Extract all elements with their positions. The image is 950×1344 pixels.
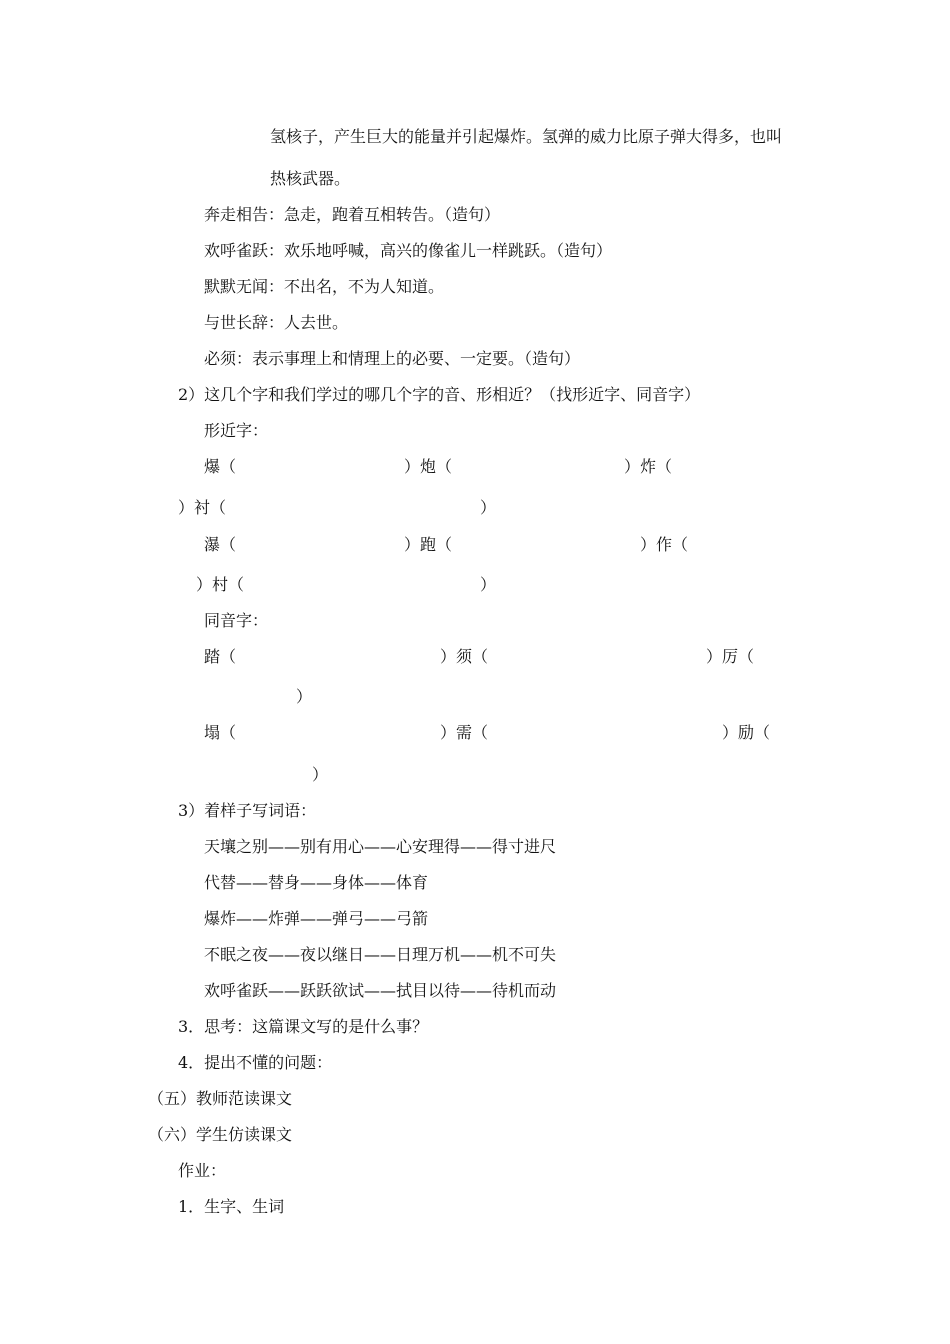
vocab-line: 奔走相告：急走，跑着互相转告。（造句） xyxy=(204,205,501,224)
question-heading: 3）着样子写词语： xyxy=(178,801,317,820)
fill-blank: ） xyxy=(296,687,313,706)
fill-blank: ） xyxy=(312,765,329,784)
fill-blank: ）励（ xyxy=(722,723,771,742)
word-chain: 天壤之别——别有用心——心安理得——得寸进尺 xyxy=(204,837,557,856)
section-label: 形近字： xyxy=(204,421,269,440)
text-line: 氢核子，产生巨大的能量并引起爆炸。氢弹的威力比原子弹大得多，也叫 xyxy=(270,127,783,146)
fill-blank: ）衬（ xyxy=(178,498,227,517)
fill-blank: 塌（ xyxy=(204,723,237,742)
vocab-line: 欢呼雀跃：欢乐地呼喊，高兴的像雀儿一样跳跃。（造句） xyxy=(204,241,613,260)
vocab-line: 默默无闻：不出名，不为人知道。 xyxy=(204,277,445,296)
fill-blank: ）需（ xyxy=(440,723,489,742)
question-heading: 2）这几个字和我们学过的哪几个字的音、形相近？（找形近字、同音字） xyxy=(178,385,701,404)
step-item: 4．提出不懂的问题： xyxy=(178,1053,333,1072)
vocab-line: 与世长辞：人去世。 xyxy=(204,313,349,332)
fill-blank: ）炸（ xyxy=(624,457,673,476)
fill-blank: 踏（ xyxy=(204,647,237,666)
word-chain: 欢呼雀跃——跃跃欲试——拭目以待——待机而动 xyxy=(204,981,557,1000)
fill-blank: 爆（ xyxy=(204,457,237,476)
homework-label: 作业： xyxy=(178,1161,227,1180)
fill-blank: ） xyxy=(480,575,497,594)
step-item: 3．思考：这篇课文写的是什么事？ xyxy=(178,1017,429,1036)
fill-blank: ）炮（ xyxy=(404,457,453,476)
section-heading: （六）学生仿读课文 xyxy=(148,1125,293,1144)
fill-blank: 瀑（ xyxy=(204,535,237,554)
word-chain: 爆炸——炸弹——弹弓——弓箭 xyxy=(204,909,429,928)
section-label: 同音字： xyxy=(204,611,269,630)
fill-blank: ）须（ xyxy=(440,647,489,666)
fill-blank: ） xyxy=(480,498,497,517)
word-chain: 代替——替身——身体——体育 xyxy=(204,873,429,892)
section-heading: （五）教师范读课文 xyxy=(148,1089,293,1108)
homework-item: 1．生字、生词 xyxy=(178,1197,285,1216)
word-chain: 不眠之夜——夜以继日——日理万机——机不可失 xyxy=(204,945,557,964)
fill-blank: ）厉（ xyxy=(706,647,755,666)
fill-blank: ）作（ xyxy=(640,535,689,554)
text-line: 热核武器。 xyxy=(270,169,351,188)
fill-blank: ）跑（ xyxy=(404,535,453,554)
vocab-line: 必须：表示事理上和情理上的必要、一定要。（造句） xyxy=(204,349,581,368)
fill-blank: ）村（ xyxy=(196,575,245,594)
